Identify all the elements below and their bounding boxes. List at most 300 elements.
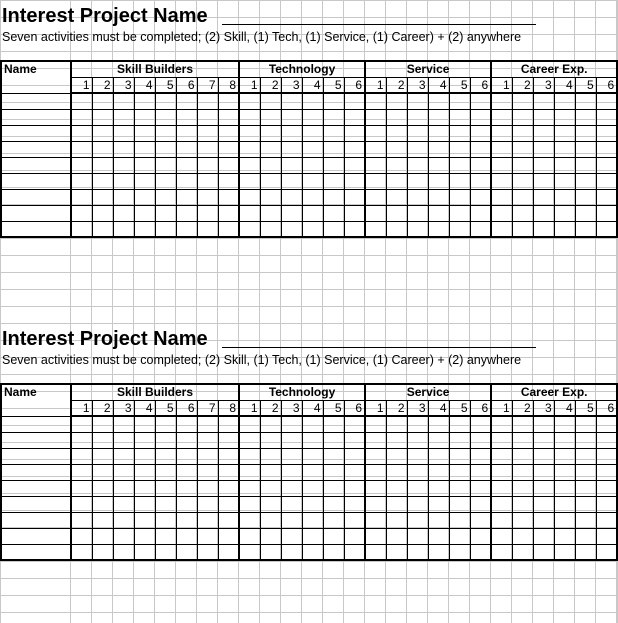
name-cell[interactable] (1, 93, 71, 109)
activity-checkbox-cell[interactable] (218, 189, 239, 205)
activity-checkbox-cell[interactable] (239, 464, 260, 480)
activity-checkbox-cell[interactable] (92, 416, 113, 432)
activity-checkbox-cell[interactable] (176, 544, 197, 560)
activity-checkbox-cell[interactable] (575, 189, 596, 205)
activity-checkbox-cell[interactable] (302, 157, 323, 173)
activity-checkbox-cell[interactable] (197, 173, 218, 189)
activity-checkbox-cell[interactable] (470, 109, 491, 125)
activity-checkbox-cell[interactable] (533, 496, 554, 512)
activity-checkbox-cell[interactable] (176, 480, 197, 496)
activity-checkbox-cell[interactable] (281, 496, 302, 512)
activity-checkbox-cell[interactable] (71, 448, 92, 464)
activity-checkbox-cell[interactable] (71, 109, 92, 125)
activity-checkbox-cell[interactable] (407, 93, 428, 109)
activity-checkbox-cell[interactable] (281, 141, 302, 157)
activity-checkbox-cell[interactable] (491, 432, 512, 448)
activity-checkbox-cell[interactable] (113, 432, 134, 448)
activity-checkbox-cell[interactable] (344, 205, 365, 221)
activity-checkbox-cell[interactable] (155, 528, 176, 544)
activity-checkbox-cell[interactable] (386, 416, 407, 432)
activity-checkbox-cell[interactable] (533, 528, 554, 544)
activity-checkbox-cell[interactable] (281, 93, 302, 109)
activity-checkbox-cell[interactable] (260, 512, 281, 528)
activity-checkbox-cell[interactable] (365, 512, 386, 528)
activity-checkbox-cell[interactable] (344, 93, 365, 109)
name-cell[interactable] (1, 189, 71, 205)
activity-checkbox-cell[interactable] (596, 93, 617, 109)
activity-checkbox-cell[interactable] (428, 544, 449, 560)
activity-checkbox-cell[interactable] (386, 205, 407, 221)
activity-checkbox-cell[interactable] (71, 189, 92, 205)
name-cell[interactable] (1, 544, 71, 560)
activity-checkbox-cell[interactable] (239, 93, 260, 109)
activity-checkbox-cell[interactable] (386, 544, 407, 560)
activity-checkbox-cell[interactable] (554, 189, 575, 205)
activity-checkbox-cell[interactable] (176, 125, 197, 141)
activity-checkbox-cell[interactable] (386, 464, 407, 480)
activity-checkbox-cell[interactable] (491, 448, 512, 464)
activity-checkbox-cell[interactable] (197, 432, 218, 448)
activity-checkbox-cell[interactable] (302, 125, 323, 141)
activity-checkbox-cell[interactable] (197, 528, 218, 544)
activity-checkbox-cell[interactable] (197, 93, 218, 109)
activity-checkbox-cell[interactable] (176, 528, 197, 544)
activity-checkbox-cell[interactable] (155, 221, 176, 237)
activity-checkbox-cell[interactable] (554, 109, 575, 125)
activity-checkbox-cell[interactable] (323, 109, 344, 125)
activity-checkbox-cell[interactable] (197, 189, 218, 205)
activity-checkbox-cell[interactable] (155, 480, 176, 496)
activity-checkbox-cell[interactable] (344, 544, 365, 560)
activity-checkbox-cell[interactable] (470, 544, 491, 560)
activity-checkbox-cell[interactable] (302, 141, 323, 157)
activity-checkbox-cell[interactable] (491, 93, 512, 109)
activity-checkbox-cell[interactable] (197, 141, 218, 157)
activity-checkbox-cell[interactable] (92, 93, 113, 109)
activity-checkbox-cell[interactable] (239, 496, 260, 512)
activity-checkbox-cell[interactable] (239, 221, 260, 237)
activity-checkbox-cell[interactable] (596, 544, 617, 560)
activity-checkbox-cell[interactable] (554, 464, 575, 480)
activity-checkbox-cell[interactable] (344, 157, 365, 173)
activity-checkbox-cell[interactable] (155, 432, 176, 448)
activity-checkbox-cell[interactable] (554, 528, 575, 544)
activity-checkbox-cell[interactable] (407, 416, 428, 432)
name-cell[interactable] (1, 157, 71, 173)
activity-checkbox-cell[interactable] (344, 189, 365, 205)
activity-checkbox-cell[interactable] (302, 464, 323, 480)
activity-checkbox-cell[interactable] (155, 109, 176, 125)
activity-checkbox-cell[interactable] (365, 221, 386, 237)
activity-checkbox-cell[interactable] (386, 141, 407, 157)
project-name-blank-line[interactable] (222, 347, 536, 348)
activity-checkbox-cell[interactable] (386, 93, 407, 109)
activity-checkbox-cell[interactable] (449, 125, 470, 141)
activity-checkbox-cell[interactable] (344, 512, 365, 528)
activity-checkbox-cell[interactable] (596, 157, 617, 173)
activity-checkbox-cell[interactable] (407, 528, 428, 544)
activity-checkbox-cell[interactable] (323, 448, 344, 464)
activity-checkbox-cell[interactable] (491, 544, 512, 560)
activity-checkbox-cell[interactable] (176, 432, 197, 448)
activity-checkbox-cell[interactable] (512, 173, 533, 189)
activity-checkbox-cell[interactable] (92, 432, 113, 448)
activity-checkbox-cell[interactable] (71, 157, 92, 173)
name-cell[interactable] (1, 448, 71, 464)
activity-checkbox-cell[interactable] (470, 512, 491, 528)
activity-checkbox-cell[interactable] (71, 93, 92, 109)
activity-checkbox-cell[interactable] (449, 448, 470, 464)
activity-checkbox-cell[interactable] (428, 157, 449, 173)
activity-checkbox-cell[interactable] (113, 448, 134, 464)
activity-checkbox-cell[interactable] (365, 528, 386, 544)
activity-checkbox-cell[interactable] (449, 189, 470, 205)
activity-checkbox-cell[interactable] (92, 448, 113, 464)
activity-checkbox-cell[interactable] (218, 432, 239, 448)
activity-checkbox-cell[interactable] (449, 109, 470, 125)
activity-checkbox-cell[interactable] (92, 512, 113, 528)
activity-checkbox-cell[interactable] (92, 496, 113, 512)
activity-checkbox-cell[interactable] (281, 221, 302, 237)
activity-checkbox-cell[interactable] (428, 109, 449, 125)
activity-checkbox-cell[interactable] (197, 125, 218, 141)
activity-checkbox-cell[interactable] (428, 125, 449, 141)
activity-checkbox-cell[interactable] (155, 93, 176, 109)
activity-checkbox-cell[interactable] (554, 93, 575, 109)
activity-checkbox-cell[interactable] (92, 189, 113, 205)
activity-checkbox-cell[interactable] (260, 157, 281, 173)
activity-checkbox-cell[interactable] (365, 496, 386, 512)
activity-checkbox-cell[interactable] (596, 173, 617, 189)
activity-checkbox-cell[interactable] (386, 173, 407, 189)
activity-checkbox-cell[interactable] (365, 157, 386, 173)
activity-checkbox-cell[interactable] (302, 432, 323, 448)
activity-checkbox-cell[interactable] (113, 125, 134, 141)
activity-checkbox-cell[interactable] (302, 480, 323, 496)
activity-checkbox-cell[interactable] (71, 480, 92, 496)
activity-checkbox-cell[interactable] (113, 221, 134, 237)
activity-checkbox-cell[interactable] (134, 544, 155, 560)
activity-checkbox-cell[interactable] (323, 189, 344, 205)
activity-checkbox-cell[interactable] (344, 141, 365, 157)
activity-checkbox-cell[interactable] (470, 528, 491, 544)
activity-checkbox-cell[interactable] (428, 528, 449, 544)
activity-checkbox-cell[interactable] (239, 544, 260, 560)
activity-checkbox-cell[interactable] (197, 512, 218, 528)
activity-checkbox-cell[interactable] (533, 432, 554, 448)
activity-checkbox-cell[interactable] (575, 448, 596, 464)
activity-checkbox-cell[interactable] (365, 464, 386, 480)
activity-checkbox-cell[interactable] (239, 480, 260, 496)
activity-checkbox-cell[interactable] (134, 221, 155, 237)
activity-checkbox-cell[interactable] (575, 109, 596, 125)
activity-checkbox-cell[interactable] (470, 432, 491, 448)
activity-checkbox-cell[interactable] (512, 544, 533, 560)
activity-checkbox-cell[interactable] (323, 416, 344, 432)
activity-checkbox-cell[interactable] (323, 173, 344, 189)
activity-checkbox-cell[interactable] (155, 416, 176, 432)
activity-checkbox-cell[interactable] (407, 221, 428, 237)
activity-checkbox-cell[interactable] (218, 464, 239, 480)
activity-checkbox-cell[interactable] (113, 416, 134, 432)
activity-checkbox-cell[interactable] (407, 157, 428, 173)
activity-checkbox-cell[interactable] (302, 416, 323, 432)
activity-checkbox-cell[interactable] (197, 480, 218, 496)
activity-checkbox-cell[interactable] (365, 141, 386, 157)
activity-checkbox-cell[interactable] (260, 416, 281, 432)
activity-checkbox-cell[interactable] (365, 205, 386, 221)
activity-checkbox-cell[interactable] (176, 221, 197, 237)
activity-checkbox-cell[interactable] (155, 157, 176, 173)
activity-checkbox-cell[interactable] (281, 544, 302, 560)
activity-checkbox-cell[interactable] (449, 480, 470, 496)
activity-checkbox-cell[interactable] (386, 221, 407, 237)
activity-checkbox-cell[interactable] (596, 448, 617, 464)
activity-checkbox-cell[interactable] (260, 109, 281, 125)
activity-checkbox-cell[interactable] (260, 93, 281, 109)
activity-checkbox-cell[interactable] (218, 125, 239, 141)
activity-checkbox-cell[interactable] (239, 125, 260, 141)
activity-checkbox-cell[interactable] (575, 157, 596, 173)
activity-checkbox-cell[interactable] (470, 416, 491, 432)
activity-checkbox-cell[interactable] (575, 93, 596, 109)
activity-checkbox-cell[interactable] (407, 432, 428, 448)
activity-checkbox-cell[interactable] (491, 173, 512, 189)
activity-checkbox-cell[interactable] (470, 173, 491, 189)
activity-checkbox-cell[interactable] (512, 496, 533, 512)
activity-checkbox-cell[interactable] (92, 464, 113, 480)
activity-checkbox-cell[interactable] (113, 109, 134, 125)
activity-checkbox-cell[interactable] (449, 496, 470, 512)
activity-checkbox-cell[interactable] (575, 544, 596, 560)
activity-checkbox-cell[interactable] (428, 464, 449, 480)
activity-checkbox-cell[interactable] (386, 157, 407, 173)
activity-checkbox-cell[interactable] (470, 464, 491, 480)
name-cell[interactable] (1, 496, 71, 512)
activity-checkbox-cell[interactable] (575, 464, 596, 480)
activity-checkbox-cell[interactable] (428, 480, 449, 496)
name-cell[interactable] (1, 125, 71, 141)
activity-checkbox-cell[interactable] (575, 480, 596, 496)
activity-checkbox-cell[interactable] (407, 448, 428, 464)
activity-checkbox-cell[interactable] (428, 189, 449, 205)
activity-checkbox-cell[interactable] (92, 173, 113, 189)
activity-checkbox-cell[interactable] (113, 173, 134, 189)
activity-checkbox-cell[interactable] (365, 480, 386, 496)
activity-checkbox-cell[interactable] (239, 205, 260, 221)
activity-checkbox-cell[interactable] (407, 125, 428, 141)
activity-checkbox-cell[interactable] (533, 157, 554, 173)
activity-checkbox-cell[interactable] (113, 528, 134, 544)
activity-checkbox-cell[interactable] (596, 528, 617, 544)
activity-checkbox-cell[interactable] (239, 528, 260, 544)
activity-checkbox-cell[interactable] (323, 512, 344, 528)
activity-checkbox-cell[interactable] (533, 109, 554, 125)
activity-checkbox-cell[interactable] (281, 528, 302, 544)
activity-checkbox-cell[interactable] (176, 448, 197, 464)
name-cell[interactable] (1, 512, 71, 528)
activity-checkbox-cell[interactable] (554, 496, 575, 512)
activity-checkbox-cell[interactable] (470, 221, 491, 237)
activity-checkbox-cell[interactable] (470, 189, 491, 205)
activity-checkbox-cell[interactable] (512, 480, 533, 496)
activity-checkbox-cell[interactable] (596, 416, 617, 432)
activity-checkbox-cell[interactable] (239, 157, 260, 173)
activity-checkbox-cell[interactable] (512, 157, 533, 173)
activity-checkbox-cell[interactable] (260, 125, 281, 141)
activity-checkbox-cell[interactable] (281, 416, 302, 432)
activity-checkbox-cell[interactable] (155, 189, 176, 205)
activity-checkbox-cell[interactable] (113, 205, 134, 221)
activity-checkbox-cell[interactable] (260, 432, 281, 448)
activity-checkbox-cell[interactable] (218, 93, 239, 109)
activity-checkbox-cell[interactable] (155, 464, 176, 480)
activity-checkbox-cell[interactable] (596, 464, 617, 480)
activity-checkbox-cell[interactable] (596, 480, 617, 496)
activity-checkbox-cell[interactable] (554, 157, 575, 173)
name-cell[interactable] (1, 205, 71, 221)
activity-checkbox-cell[interactable] (281, 189, 302, 205)
activity-checkbox-cell[interactable] (155, 125, 176, 141)
activity-checkbox-cell[interactable] (533, 480, 554, 496)
activity-checkbox-cell[interactable] (260, 480, 281, 496)
activity-checkbox-cell[interactable] (302, 93, 323, 109)
activity-checkbox-cell[interactable] (71, 528, 92, 544)
activity-checkbox-cell[interactable] (302, 512, 323, 528)
activity-checkbox-cell[interactable] (428, 205, 449, 221)
activity-checkbox-cell[interactable] (176, 512, 197, 528)
activity-checkbox-cell[interactable] (92, 528, 113, 544)
activity-checkbox-cell[interactable] (554, 448, 575, 464)
activity-checkbox-cell[interactable] (449, 173, 470, 189)
activity-checkbox-cell[interactable] (134, 432, 155, 448)
activity-checkbox-cell[interactable] (302, 189, 323, 205)
activity-checkbox-cell[interactable] (302, 205, 323, 221)
activity-checkbox-cell[interactable] (407, 189, 428, 205)
activity-checkbox-cell[interactable] (491, 528, 512, 544)
activity-checkbox-cell[interactable] (449, 157, 470, 173)
activity-checkbox-cell[interactable] (155, 448, 176, 464)
activity-checkbox-cell[interactable] (134, 464, 155, 480)
activity-checkbox-cell[interactable] (596, 512, 617, 528)
activity-checkbox-cell[interactable] (260, 464, 281, 480)
activity-checkbox-cell[interactable] (344, 432, 365, 448)
activity-checkbox-cell[interactable] (407, 464, 428, 480)
activity-checkbox-cell[interactable] (533, 189, 554, 205)
activity-checkbox-cell[interactable] (113, 141, 134, 157)
activity-checkbox-cell[interactable] (596, 109, 617, 125)
activity-checkbox-cell[interactable] (449, 432, 470, 448)
activity-checkbox-cell[interactable] (575, 432, 596, 448)
activity-checkbox-cell[interactable] (281, 432, 302, 448)
activity-checkbox-cell[interactable] (491, 480, 512, 496)
activity-checkbox-cell[interactable] (134, 496, 155, 512)
activity-checkbox-cell[interactable] (470, 205, 491, 221)
activity-checkbox-cell[interactable] (344, 464, 365, 480)
activity-checkbox-cell[interactable] (71, 141, 92, 157)
activity-checkbox-cell[interactable] (260, 448, 281, 464)
activity-checkbox-cell[interactable] (344, 528, 365, 544)
activity-checkbox-cell[interactable] (92, 221, 113, 237)
activity-checkbox-cell[interactable] (449, 528, 470, 544)
activity-checkbox-cell[interactable] (113, 512, 134, 528)
activity-checkbox-cell[interactable] (365, 125, 386, 141)
activity-checkbox-cell[interactable] (113, 464, 134, 480)
activity-checkbox-cell[interactable] (407, 205, 428, 221)
activity-checkbox-cell[interactable] (113, 189, 134, 205)
activity-checkbox-cell[interactable] (386, 496, 407, 512)
activity-checkbox-cell[interactable] (596, 141, 617, 157)
activity-checkbox-cell[interactable] (260, 496, 281, 512)
activity-checkbox-cell[interactable] (533, 125, 554, 141)
activity-checkbox-cell[interactable] (386, 480, 407, 496)
name-cell[interactable] (1, 432, 71, 448)
activity-checkbox-cell[interactable] (281, 125, 302, 141)
activity-checkbox-cell[interactable] (71, 173, 92, 189)
activity-checkbox-cell[interactable] (176, 416, 197, 432)
activity-checkbox-cell[interactable] (71, 432, 92, 448)
activity-checkbox-cell[interactable] (512, 448, 533, 464)
activity-checkbox-cell[interactable] (239, 512, 260, 528)
activity-checkbox-cell[interactable] (512, 432, 533, 448)
activity-checkbox-cell[interactable] (491, 416, 512, 432)
activity-checkbox-cell[interactable] (365, 93, 386, 109)
activity-checkbox-cell[interactable] (218, 173, 239, 189)
activity-checkbox-cell[interactable] (176, 464, 197, 480)
activity-checkbox-cell[interactable] (260, 205, 281, 221)
activity-checkbox-cell[interactable] (302, 173, 323, 189)
activity-checkbox-cell[interactable] (281, 464, 302, 480)
activity-checkbox-cell[interactable] (92, 125, 113, 141)
activity-checkbox-cell[interactable] (386, 432, 407, 448)
activity-checkbox-cell[interactable] (449, 464, 470, 480)
activity-checkbox-cell[interactable] (491, 109, 512, 125)
activity-checkbox-cell[interactable] (344, 173, 365, 189)
activity-checkbox-cell[interactable] (386, 448, 407, 464)
activity-checkbox-cell[interactable] (575, 528, 596, 544)
activity-checkbox-cell[interactable] (575, 416, 596, 432)
activity-checkbox-cell[interactable] (281, 109, 302, 125)
activity-checkbox-cell[interactable] (134, 173, 155, 189)
activity-checkbox-cell[interactable] (155, 496, 176, 512)
activity-checkbox-cell[interactable] (365, 544, 386, 560)
activity-checkbox-cell[interactable] (323, 528, 344, 544)
activity-checkbox-cell[interactable] (323, 544, 344, 560)
activity-checkbox-cell[interactable] (134, 125, 155, 141)
activity-checkbox-cell[interactable] (260, 189, 281, 205)
name-cell[interactable] (1, 464, 71, 480)
activity-checkbox-cell[interactable] (302, 221, 323, 237)
activity-checkbox-cell[interactable] (512, 221, 533, 237)
activity-checkbox-cell[interactable] (197, 464, 218, 480)
activity-checkbox-cell[interactable] (407, 480, 428, 496)
activity-checkbox-cell[interactable] (71, 496, 92, 512)
activity-checkbox-cell[interactable] (449, 221, 470, 237)
activity-checkbox-cell[interactable] (428, 448, 449, 464)
activity-checkbox-cell[interactable] (554, 512, 575, 528)
activity-checkbox-cell[interactable] (365, 416, 386, 432)
activity-checkbox-cell[interactable] (365, 448, 386, 464)
activity-checkbox-cell[interactable] (512, 141, 533, 157)
activity-checkbox-cell[interactable] (533, 205, 554, 221)
activity-checkbox-cell[interactable] (386, 189, 407, 205)
activity-checkbox-cell[interactable] (92, 480, 113, 496)
activity-checkbox-cell[interactable] (491, 205, 512, 221)
activity-checkbox-cell[interactable] (575, 141, 596, 157)
activity-checkbox-cell[interactable] (533, 416, 554, 432)
activity-checkbox-cell[interactable] (113, 496, 134, 512)
activity-checkbox-cell[interactable] (113, 93, 134, 109)
